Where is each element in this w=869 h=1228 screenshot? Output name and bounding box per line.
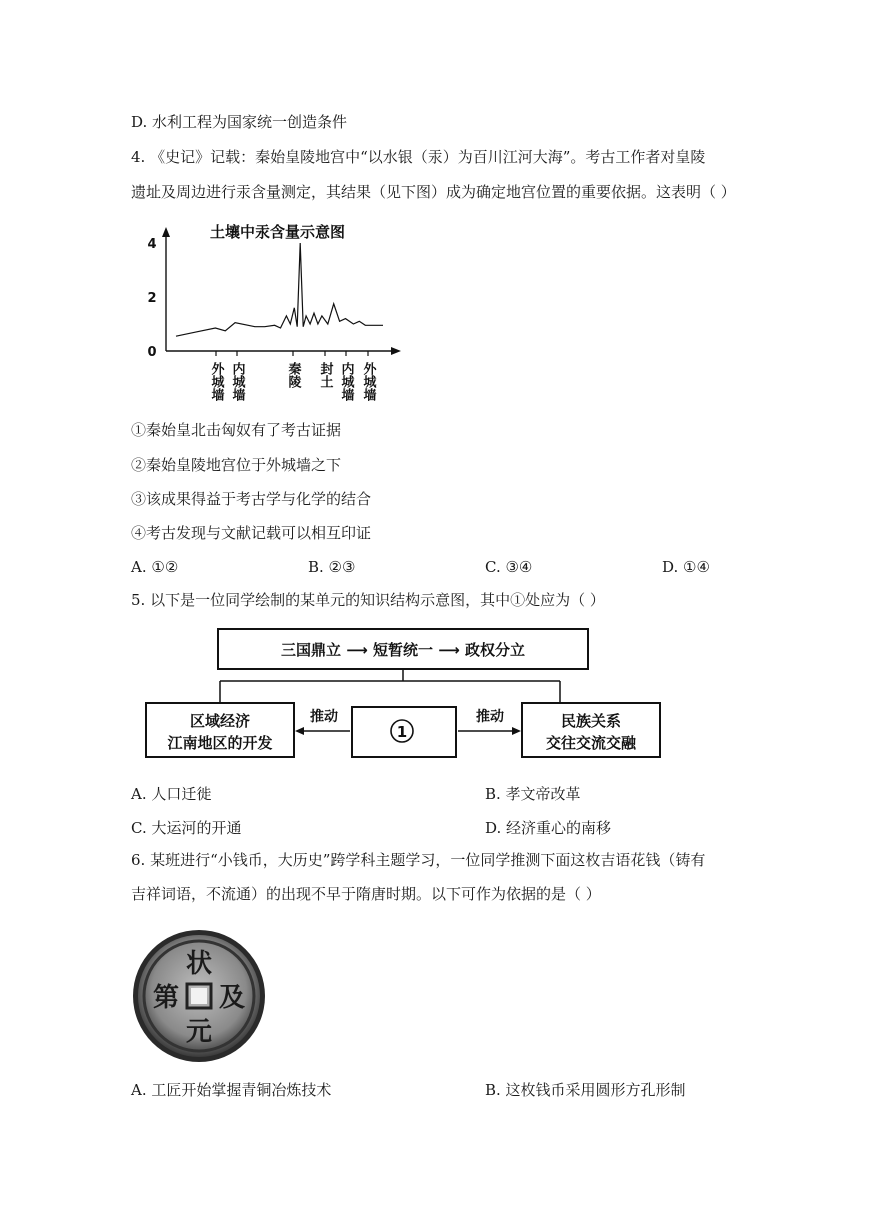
center-number: 1 xyxy=(396,723,408,741)
push-right-label: 推动 xyxy=(476,709,504,725)
q5-option-d[interactable]: D. 经济重心的南移 xyxy=(485,819,612,837)
q4-stem-line1: 4. 《史记》记载：秦始皇陵地宫中“以水银（汞）为百川江河大海”。考古工作者对皇陵 xyxy=(131,148,706,166)
x-label-4: 封土 xyxy=(317,362,333,388)
mercury-series-line xyxy=(176,243,383,336)
q4-statement-1: ①秦始皇北击匈奴有了考古证据 xyxy=(131,421,342,439)
left-box-line1: 区域经济 xyxy=(189,712,251,730)
coin-char-left: 第 xyxy=(152,983,180,1013)
q5-option-a[interactable]: A. 人口迁徙 xyxy=(131,785,212,803)
q4-statement-4: ④考古发现与文献记载可以相互印证 xyxy=(131,524,372,542)
q5-stem: 5. 以下是一位同学绘制的某单元的知识结构示意图，其中①处应为（ ） xyxy=(131,591,605,609)
chart-title: 土壤中汞含量示意图 xyxy=(210,223,346,241)
y-tick-label-4: 4 xyxy=(147,237,157,252)
right-box-line2: 交往交流交融 xyxy=(545,734,637,752)
q4-statement-2: ②秦始皇陵地宫位于外城墙之下 xyxy=(131,456,342,474)
q6-option-a[interactable]: A. 工匠开始掌握青铜冶炼技术 xyxy=(131,1081,332,1099)
coin-square-hole xyxy=(191,988,207,1004)
y-axis-arrow xyxy=(162,227,170,237)
top-box-text: 三国鼎立 ⟶ 短暂统一 ⟶ 政权分立 xyxy=(281,641,525,659)
q4-option-d[interactable]: D. ①④ xyxy=(662,558,710,576)
x-label-5: 内城墙 xyxy=(338,362,354,401)
q4-stem-line2: 遗址及周边进行汞含量测定，其结果（见下图）成为确定地宫位置的重要依据。这表明（ ） xyxy=(131,183,736,201)
coin-char-right: 及 xyxy=(218,983,246,1013)
coin-char-bottom: 元 xyxy=(185,1017,213,1047)
right-box-line1: 民族关系 xyxy=(560,712,622,730)
q4-option-a[interactable]: A. ①② xyxy=(131,558,179,576)
knowledge-structure-diagram xyxy=(140,625,665,765)
q3-option-d[interactable]: D. 水利工程为国家统一创造条件 xyxy=(131,113,348,131)
q4-option-b[interactable]: B. ②③ xyxy=(308,558,356,576)
coin-image xyxy=(130,928,268,1064)
arrow-right-head xyxy=(512,727,521,735)
arrow-left-head xyxy=(295,727,304,735)
q4-statement-3: ③该成果得益于考古学与化学的结合 xyxy=(131,490,372,508)
coin-char-top: 状 xyxy=(185,949,213,979)
left-box-line2: 江南地区的开发 xyxy=(167,734,273,752)
x-axis-arrow xyxy=(391,347,401,355)
y-tick-label-0: 0 xyxy=(147,345,157,360)
x-label-2: 内城墙 xyxy=(229,362,245,401)
x-label-1: 外城墙 xyxy=(208,362,224,401)
q6-stem-line2: 吉祥词语，不流通）的出现不早于隋唐时期。以下可作为依据的是（ ） xyxy=(131,885,601,903)
push-left-label: 推动 xyxy=(310,709,338,725)
y-tick-label-2: 2 xyxy=(147,291,157,306)
q6-stem-line1: 6. 某班进行“小钱币，大历史”跨学科主题学习，一位同学推测下面这枚吉语花钱（铸有 xyxy=(131,851,706,869)
x-label-6: 外城墙 xyxy=(360,362,376,401)
mercury-chart xyxy=(140,215,410,405)
q4-option-c[interactable]: C. ③④ xyxy=(485,558,533,576)
q5-option-b[interactable]: B. 孝文帝改革 xyxy=(485,785,581,803)
q5-option-c[interactable]: C. 大运河的开通 xyxy=(131,819,242,837)
x-label-3: 秦陵 xyxy=(285,362,301,388)
q6-option-b[interactable]: B. 这枚钱币采用圆形方孔形制 xyxy=(485,1081,686,1099)
